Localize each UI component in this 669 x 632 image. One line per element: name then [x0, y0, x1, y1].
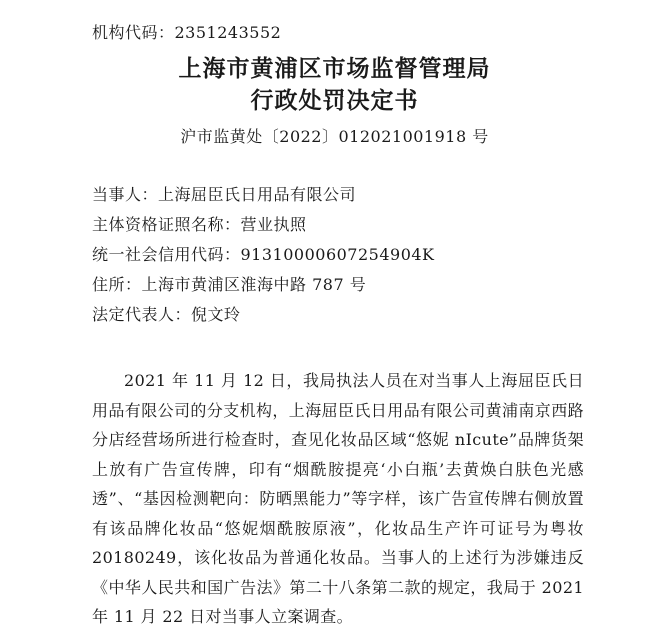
entity-cert-type: 主体资格证照名称：营业执照	[92, 215, 307, 234]
org-code: 机构代码：2351243552	[92, 23, 282, 42]
body-paragraph: 2021 年 11 月 12 日，我局执法人员在对当事人上海屈臣氏日用品有限公司的分支机构，上海屈臣氏日用品有限公司黄浦南京西路分店经营场所进行检查时，查见化妆品区域“悠妮 nIcute”品牌货架上放有广告宣传牌，印有“烟酰胺提亮‘小白瓶’去黄焕白肤色光感透”、“基因检测靶向：防晒黑能力”等字样，该广告宣传牌右侧放置有该品牌化妆品“悠妮烟酰胺原液”，化妆品生产许可证号为粤妆 20180249，该化妆品为普通化妆品。当事人的上述行为涉嫌违反《中华人民共和国广告法》第二十八条第二款的规定，我局于 2021 年 11 月 22 日对当事人立案调查。	[92, 371, 585, 626]
party-name: 当事人：上海屈臣氏日用品有限公司	[92, 185, 357, 204]
document-title-agency: 上海市黄浦区市场监督管理局	[178, 56, 491, 82]
legal-representative: 法定代表人：倪文玲	[92, 305, 241, 324]
document-title-type: 行政处罚决定书	[250, 88, 419, 114]
address: 住所：上海市黄浦区淮海中路 787 号	[92, 275, 367, 294]
document-number: 沪市监黄处〔2022〕012021001918 号	[180, 127, 489, 146]
party-info-block	[92, 180, 435, 330]
credit-code: 统一社会信用代码：91310000607254904K	[92, 245, 435, 264]
